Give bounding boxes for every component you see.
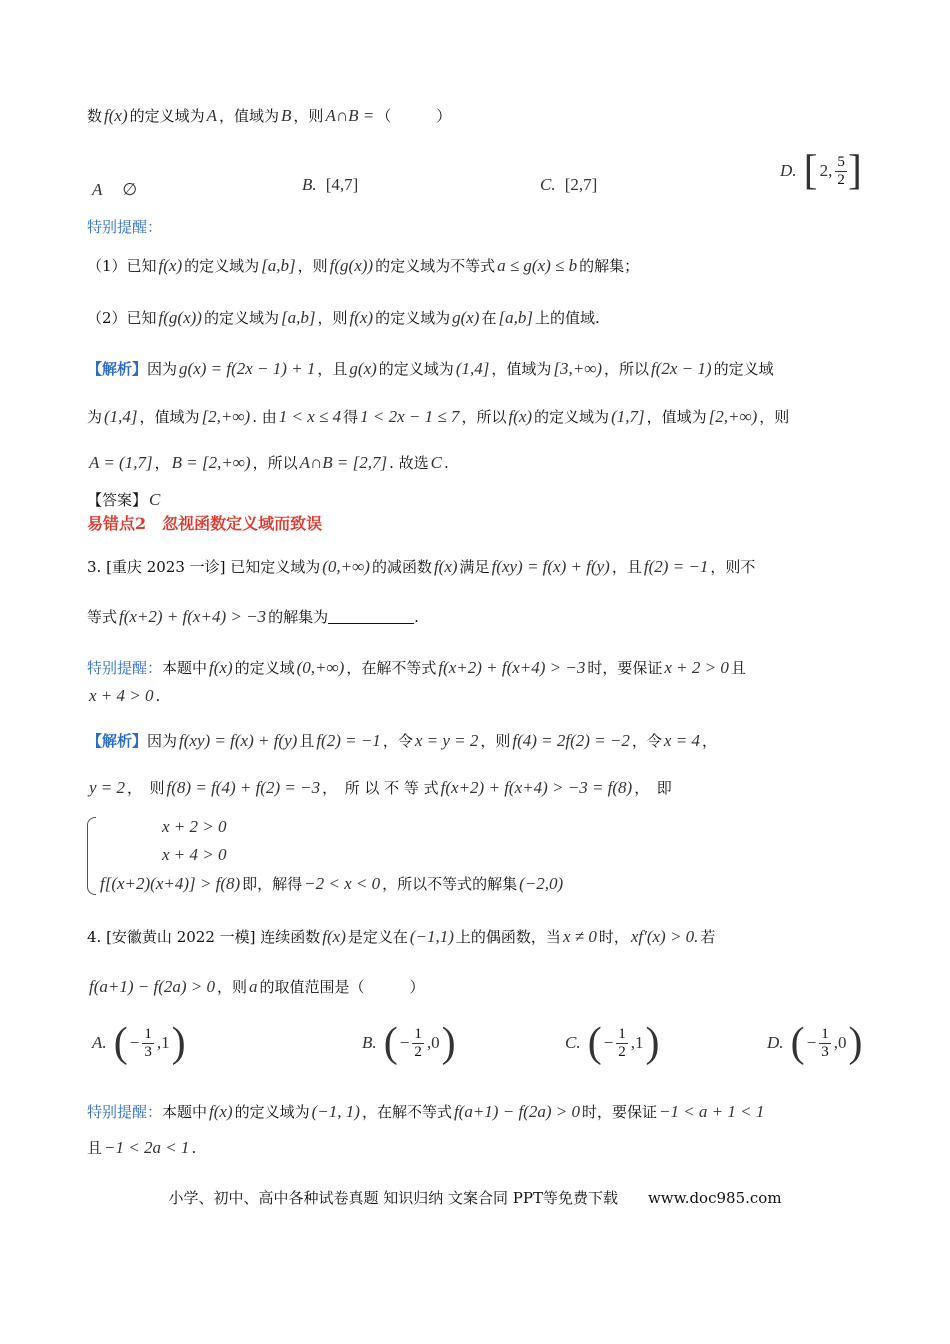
text: 时，要保证 [587,659,663,677]
text: ， 则 [127,779,165,797]
math: x = 4 [663,731,700,750]
option-label: B. [362,1032,377,1052]
math: g(x) = f(2x − 1) + 1 [179,359,316,378]
text: 4. [安徽黄山 2022 一模] 连续函数 [87,928,321,946]
math: f(x) [433,557,458,576]
q4-tip-line2 [87,1136,880,1160]
text: ， [154,454,170,472]
math: f[(x+2)(x+4)] > f(8) [100,874,241,893]
math: xf′(x) > 0. [630,927,699,946]
q3-sol-line1 [87,729,880,753]
text: 3. [重庆 2023 一诊] 已知定义域为 [87,558,321,576]
q4-option-a: A. ( − $\frac{1}{3}$ ,1) [92,1020,186,1066]
text: ，所以 [603,360,649,378]
text: 满足 [459,558,490,576]
math: [2,+∞) [708,407,758,426]
option-label: D. [780,160,797,180]
math: (−2,0) [519,874,564,893]
math: f(4) = 2f(2) = −2 [512,731,630,750]
math: B [281,106,292,125]
text: 是定义在 [347,928,408,946]
option-value: [4,7] [325,175,359,194]
math: C [430,453,442,472]
q4-line1 [87,925,880,949]
math: f(2) = −1 [316,731,381,750]
option-label: C. [565,1032,581,1052]
text: ，所以不等式的解集 [382,875,518,893]
text: 的定义域为 [129,107,205,125]
text: 为 [87,408,103,426]
option-label: D. [767,1032,784,1052]
analysis-tag: 【解析】 [87,360,148,378]
answer-blank[interactable] [328,623,414,624]
q3-tip-line1 [87,656,880,680]
text: 在 [481,309,497,327]
text: 的解集； [579,257,640,275]
option-value: ∅ [122,180,138,199]
text: ，所以 [252,454,298,472]
text: 因为 [147,360,178,378]
q3-sol-line3 [98,872,880,896]
math: f(a+1) − f(2a) > 0 [453,1102,580,1121]
text: ，所以 [461,408,507,426]
text: 的定义域为 [203,309,279,327]
text: ， 所 以 不 等 式 [322,779,439,797]
text: 的定义域为不等式 [375,257,496,275]
math: f(x) [322,927,346,946]
option-value: ,1 [156,1032,170,1052]
q2-option-a [90,177,139,200]
text: 且 [87,1139,103,1157]
text: 且 [730,659,746,677]
math: A [206,106,218,125]
math: 1 < x ≤ 4 [278,407,342,426]
text: ，则 [480,732,511,750]
fraction [819,1026,831,1061]
math: x + 2 > 0 [664,658,729,677]
option-value: [2,7] [564,175,598,194]
text: 的定义域为 [234,1103,310,1121]
sol2-line2 [87,405,880,429]
math: y = 2 [89,778,126,797]
math: f(2) = −1 [643,557,709,576]
text: 数 [87,107,103,125]
denominator: 2 [618,1043,626,1060]
math: f(2x − 1) [651,359,712,378]
sol2-line1 [87,357,880,381]
denominator: 3 [144,1043,152,1060]
math: (0,+∞) [296,658,345,677]
text: 的定义域为 [184,257,260,275]
text: . 由 [252,408,277,426]
text: ，则 [293,107,324,125]
math: A∩B = [2,7] [299,453,388,472]
numerator: 1 [618,1025,626,1042]
denominator: 2 [837,171,845,188]
q4-line2 [87,975,880,999]
math: B = [2,+∞) [171,453,251,472]
option-label: C. [540,175,556,194]
q4-option-d: D. ( − $\frac{1}{3}$ ,0) [767,1020,863,1066]
fraction [142,1026,154,1061]
q3-line2 [87,605,880,629]
math: f(a+1) − f(2a) > 0 [89,977,216,996]
math: (1,4] [455,359,490,378]
analysis-tag: 【解析】 [87,732,148,750]
q3-line1 [87,555,880,579]
option-label: A. [92,1032,107,1052]
text: ，则 [759,408,790,426]
math: −1 < 2a < 1 [104,1138,190,1157]
math: (0,+∞) [322,557,370,576]
text: ，且 [611,558,642,576]
denominator: 2 [414,1043,422,1060]
math: f(g(x)) [158,308,202,327]
q2-option-b [300,175,360,195]
text: 本题中 [162,1103,208,1121]
math: f(x) [158,256,183,275]
text: . 故选 [389,454,429,472]
math: f(x) [209,1102,233,1121]
math: x ≠ 0 [562,927,597,946]
math: −1 < a + 1 < 1 [658,1102,765,1121]
math: [2,+∞) [201,407,251,426]
text: 的定义域 [234,659,295,677]
text: 等式 [87,608,118,626]
system-line-2 [160,843,880,867]
math: f(x) [349,308,374,327]
math: x + 4 > 0 [162,845,227,864]
sol2-line3 [87,451,880,475]
math: g(x) [452,308,480,327]
text: 且 [299,732,315,750]
math: (−1,1) [409,927,454,946]
math: −2 < x < 0 [304,874,381,893]
text: 的减函数 [371,558,432,576]
text: ， 即 [634,779,672,797]
tip-title: 特别提醒： [87,1103,163,1121]
math: [a,b] [261,256,296,275]
text: ，在解不等式 [361,1103,452,1121]
tip1-line2 [87,306,880,330]
text: 的定义域为 [375,309,451,327]
system-brace [87,817,96,895]
option-value: ,0 [426,1032,440,1052]
math: x + 2 > 0 [162,817,227,836]
fraction [616,1026,628,1061]
numerator: 1 [821,1025,829,1042]
q3-tip-line2 [87,684,880,708]
math: f(x) [209,658,233,677]
text: 上的值域. [534,309,600,327]
text: （2）已知 [87,309,157,327]
text: ，则不 [710,558,756,576]
q2-option-d: D. [ 2, $\frac{5}{2}$ ] [780,148,862,194]
q4-option-c: C. ( − $\frac{1}{2}$ ,1) [565,1020,660,1066]
math: f(xy) = f(x) + f(y) [179,731,298,750]
text: 时， [598,928,629,946]
numerator: 5 [837,153,845,170]
text: . [191,1139,197,1157]
text: 上的偶函数，当 [455,928,561,946]
math: f(x+2) + f(x+4) > −3 = f(8) [440,778,633,797]
option-value: ,1 [630,1032,644,1052]
answer-tag: 【答案】 [87,491,148,509]
math: (1,7] [611,407,645,426]
answer-line [87,488,880,512]
q3-sol-line2 [87,776,880,800]
math: A∩B = [325,106,375,125]
text: 时，要保证 [581,1103,657,1121]
math: (−1, 1) [311,1102,360,1121]
text: . [414,608,419,626]
math: g(x) [349,359,377,378]
option-label: A [92,180,103,199]
text: ，则 [317,309,348,327]
math: 1 < 2x − 1 ≤ 7 [360,407,460,426]
denominator: 3 [821,1043,829,1060]
text: ， [701,732,717,750]
math: [a,b] [280,308,316,327]
text: ，值域为 [139,408,200,426]
q4-option-b: B. ( − $\frac{1}{2}$ ,0) [362,1020,456,1066]
text: 本题中 [162,659,208,677]
footer-banner: 小学、初中、高中各种试卷真题 知识归纳 文案合同 PPT等免费下载 www.doc985.com [168,1189,782,1207]
math: x + 4 > 0 [89,686,154,705]
math: f(x+2) + f(x+4) > −3 [119,607,267,626]
text: ，令 [382,732,413,750]
text: 的解集为 [268,608,329,626]
text: ，值域为 [646,408,707,426]
text: 的定义域为 [534,408,610,426]
math: f(x) [508,407,533,426]
text: . [155,687,161,705]
text: 因为 [147,732,178,750]
math: f(xy) = f(x) + f(y) [491,557,610,576]
math: A = (1,7] [89,453,153,472]
math: x = y = 2 [414,731,479,750]
option-label: B. [302,175,317,194]
text: ，在解不等式 [346,659,437,677]
answer-value: C [149,490,161,509]
text: 即，解得 [242,875,303,893]
fraction [412,1026,424,1061]
system-line-1 [160,815,880,839]
text: （1）已知 [87,257,157,275]
math: a [249,977,258,996]
text: 的定义域 [713,360,774,378]
math: [a,b] [498,308,533,327]
fraction [835,154,847,189]
math: (1,4] [104,407,138,426]
text: ，且 [317,360,348,378]
math: a ≤ g(x) ≤ b [497,256,578,275]
math: [3,+∞) [553,359,602,378]
option-value: 2, [819,160,833,180]
section-title: 易错点2 忽视函数定义域而致误 [87,514,323,533]
text: ，值域为 [219,107,280,125]
numerator: 1 [414,1025,422,1042]
text: 的定义域为 [378,360,454,378]
tip-title: 特别提醒： [87,659,163,677]
tip-title: 特别提醒： [87,218,163,236]
math: f(x+2) + f(x+4) > −3 [438,658,586,677]
math: f(g(x)) [329,256,374,275]
text: ，则 [297,257,328,275]
q4-tip-line1 [87,1100,880,1124]
text: ，令 [631,732,662,750]
text: ，值域为 [491,360,552,378]
text: 若 [700,928,716,946]
math: f(x) [104,106,128,125]
text: . [443,454,449,472]
option-value: ,0 [833,1032,847,1052]
tip1-line1 [87,254,880,278]
math: f(8) = f(4) + f(2) = −3 [166,778,321,797]
q2-stem [87,104,880,128]
numerator: 1 [144,1025,152,1042]
text: 得 [343,408,359,426]
text: ，则 [217,978,248,996]
text: （ ） [376,107,452,125]
q2-option-c [538,175,599,195]
text: 的取值范围是（ ） [259,978,425,996]
